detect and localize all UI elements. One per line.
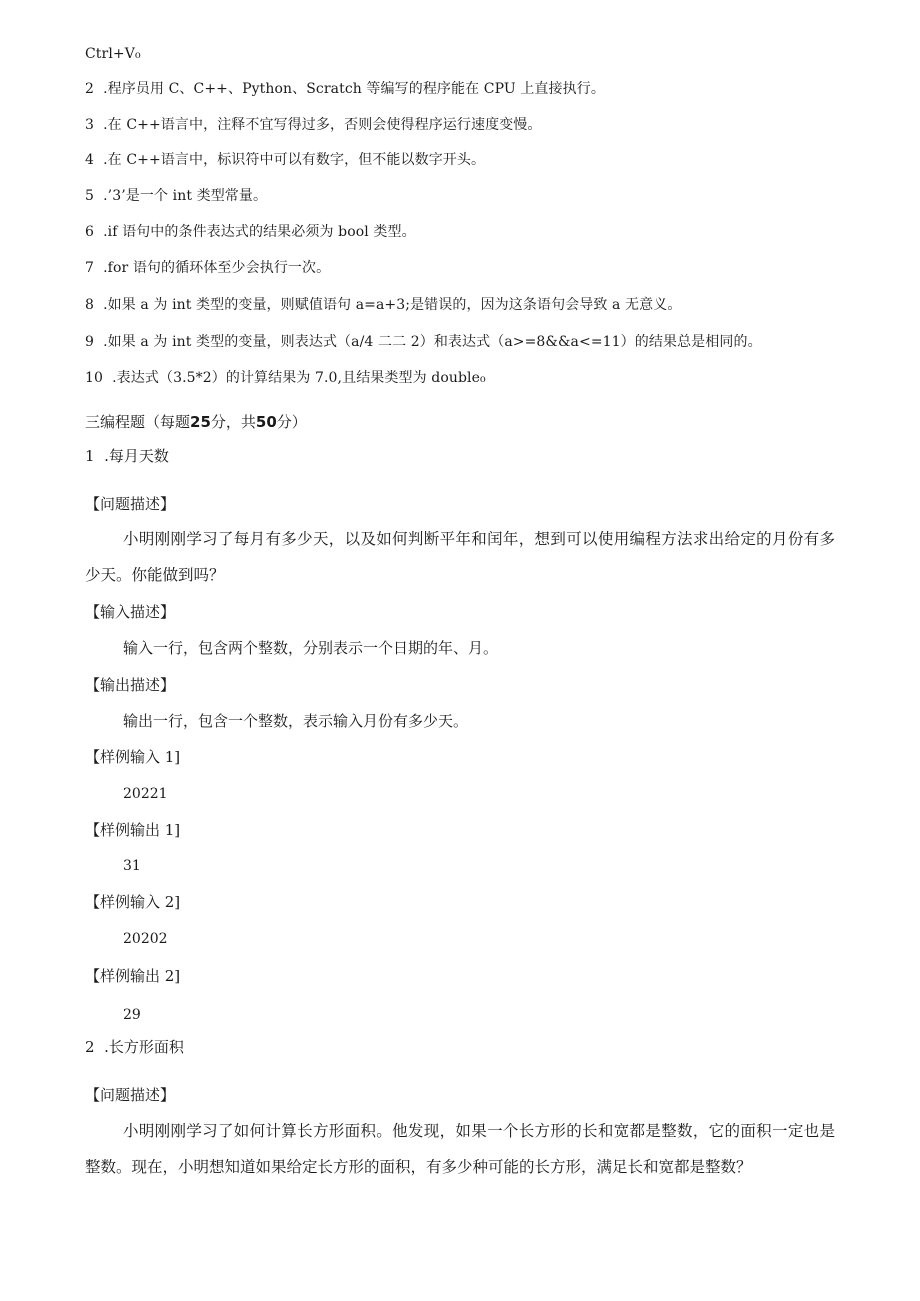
problem-1-title: [85, 446, 169, 466]
question-text: .在 C++语言中，标识符中可以有数字，但不能以数字开头。: [103, 152, 486, 168]
question-text: .如果 a 为 int 类型的变量，则表达式（a/4 二二 2）和表达式（a>=8&&a<=11）的结果总是相同的。: [103, 334, 762, 350]
question-text: .’3’是一个 int 类型常量。: [103, 188, 268, 204]
section-title: [85, 412, 307, 432]
problem-number: 2: [85, 1038, 95, 1056]
question-number: 7: [85, 260, 95, 276]
question-number: 8: [85, 297, 95, 313]
question-2: [85, 79, 605, 99]
section-score-each: 25: [190, 413, 211, 431]
question-9: [85, 332, 762, 352]
question-5: [85, 186, 267, 206]
section-title-mid: 分，共: [210, 413, 256, 431]
section-title-prefix: 三编程题（每题: [85, 413, 191, 431]
sample-input-1-value: 20221: [123, 786, 168, 802]
problem-1-input-desc: 输入一行，包含两个整数，分别表示一个日期的年、月。: [123, 639, 499, 657]
problem-title-text: .每月天数: [104, 447, 169, 465]
question-number: 9: [85, 334, 95, 350]
top-line: Ctrl+V₀: [85, 46, 141, 62]
problem-1-output-desc: 输出一行，包含一个整数，表示输入月份有多少天。: [123, 712, 469, 730]
section-score-total: 50: [255, 413, 277, 431]
question-6: [85, 222, 416, 242]
question-3: [85, 115, 542, 135]
question-10: [85, 368, 486, 388]
question-number: 2: [85, 81, 95, 97]
problem-1-desc-label: 【问题描述】: [85, 495, 176, 513]
question-number: 4: [85, 152, 95, 168]
question-number: 5: [85, 188, 95, 204]
problem-number: 1: [85, 447, 95, 465]
section-title-suffix: 分）: [276, 413, 307, 431]
question-text: .在 C++语言中，注释不宜写得过多，否则会使得程序运行速度变慢。: [103, 117, 542, 133]
sample-input-1-label: 【样例输入 1]: [85, 748, 181, 766]
problem-1-output-label: 【输出描述】: [85, 676, 176, 694]
problem-1-description: 小明刚刚学习了每月有多少天，以及如何判断平年和闰年，想到可以使用编程方法求出给定的月份有多少天。你能做到吗？: [85, 530, 835, 584]
problem-1-input-label: 【输入描述】: [85, 603, 176, 621]
question-number: 10: [85, 370, 104, 386]
question-number: 3: [85, 117, 95, 133]
question-text: .if 语句中的条件表达式的结果必须为 bool 类型。: [103, 224, 416, 240]
problem-title-text: .长方形面积: [104, 1038, 184, 1056]
problem-2-description: 小明刚刚学习了如何计算长方形面积。他发现，如果一个长方形的长和宽都是整数，它的面积一定也是整数。现在，小明想知道如果给定长方形的面积，有多少种可能的长方形，满足长和宽都是整数？: [85, 1122, 835, 1176]
question-text: .表达式（3.5*2）的计算结果为 7.0,且结果类型为 double₀: [112, 370, 486, 386]
sample-input-2-label: 【样例输入 2]: [85, 893, 181, 911]
question-text: .如果 a 为 int 类型的变量，则赋值语句 a=a+3;是错误的，因为这条语句会导致 a 无意义。: [103, 297, 682, 313]
question-text: .for 语句的循环体至少会执行一次。: [103, 260, 331, 276]
sample-output-2-label: 【样例输出 2]: [85, 967, 181, 985]
problem-2-desc-label: 【问题描述】: [85, 1086, 176, 1104]
problem-2-title: [85, 1037, 184, 1057]
question-8: [85, 295, 681, 315]
question-number: 6: [85, 224, 95, 240]
sample-output-1-value: 31: [123, 858, 141, 874]
sample-input-2-value: 20202: [123, 931, 168, 947]
sample-output-2-value: 29: [123, 1007, 141, 1023]
question-text: .程序员用 C、C++、Python、Scratch 等编写的程序能在 CPU 上直接执行。: [103, 81, 605, 97]
sample-output-1-label: 【样例输出 1]: [85, 821, 181, 839]
question-7: [85, 258, 330, 278]
question-4: [85, 150, 485, 170]
